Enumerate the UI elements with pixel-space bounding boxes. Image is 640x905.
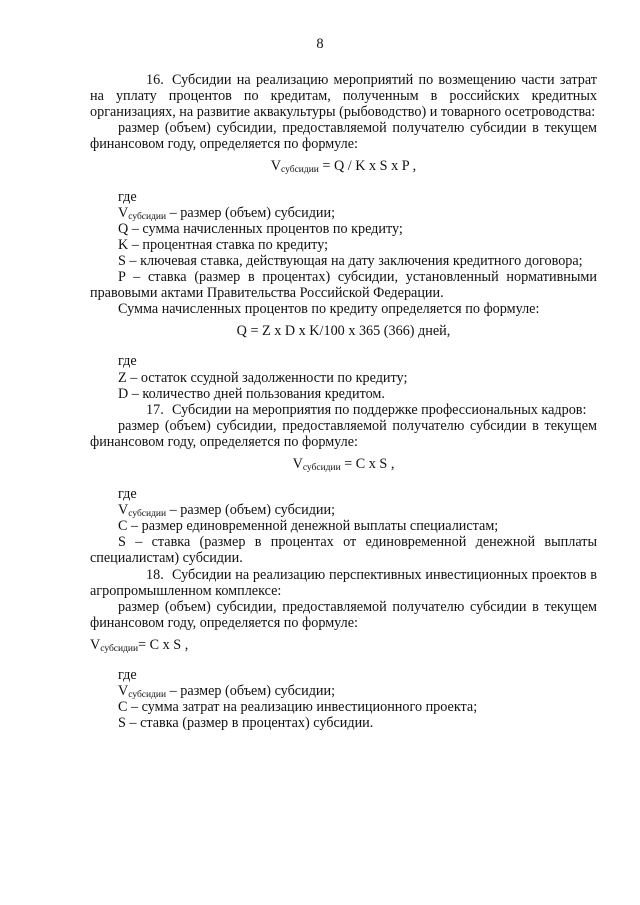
section-17-heading — [90, 402, 597, 418]
section-17-number: 17. — [146, 401, 164, 418]
section-18-def-s: S – ставка (размер в процентах) субсидии. — [118, 715, 374, 732]
page-number: 8 — [316, 36, 324, 52]
section-16-def-p: P – ставка (размер в процентах) субсидии, установленный нормативными правовыми актами Правительства Российской Федерации. — [90, 269, 597, 302]
section-17-formula: $V_{субсидии} = C$ x S , — [292, 455, 395, 473]
section-16-title: Субсидии на реализацию мероприятий по возмещению части затрат на уплату процентов по кредитам, полученным в российских кредитных организациях, на развитие аквакультуры (рыбоводство) и товарного осетроводства: — [90, 72, 597, 121]
section-17-def-v: $V_{субсидии}$ – размер (объем) субсидии; — [118, 502, 336, 520]
section-16-formula-2: Q = Z x D x K/100 x 365 (366) дней, — [236, 323, 451, 340]
section-18-where: где — [118, 667, 137, 683]
section-17-title: Субсидии на мероприятия по поддержке профессиональных кадров: — [172, 401, 587, 418]
section-16-heading — [90, 72, 597, 120]
section-16-intro: размер (объем) субсидии, предоставляемой получателю субсидии в текущем финансовом году, определяется по формуле: — [90, 120, 597, 153]
section-18-def-v: $V_{субсидии}$ – размер (объем) субсидии; — [118, 683, 336, 701]
section-18-heading — [90, 567, 597, 599]
section-16-number: 16. — [146, 72, 164, 88]
section-16-where: где — [118, 188, 137, 205]
section-16-def-v: $V_{субсидии}$ – размер (объем) субсидии; — [118, 204, 336, 222]
section-18-formula: $V_{субсидии}= C$ x S , — [90, 636, 189, 654]
section-18-def-c: C – сумма затрат на реализацию инвестиционного проекта; — [118, 699, 478, 716]
section-16-def-z: Z – остаток ссудной задолженности по кредиту; — [118, 369, 408, 386]
section-16-def-d: D – количество дней пользования кредитом. — [118, 385, 385, 402]
section-16-def-s: S – ключевая ставка, действующая на дату заключения кредитного договора; — [118, 252, 583, 269]
section-16-where-2: где — [118, 353, 137, 370]
section-18-title: Субсидии на реализацию перспективных инвестиционных проектов в агропромышленном комплексе: — [90, 566, 597, 599]
section-16-sum-intro: Сумма начисленных процентов по кредиту определяется по формуле: — [118, 301, 540, 318]
section-17-intro: размер (объем) субсидии, предоставляемой получателю субсидии в текущем финансовом году, определяется по формуле: — [90, 417, 597, 450]
section-16-def-k: K – процентная ставка по кредиту; — [118, 236, 329, 253]
section-17-def-c: C – размер единовременной денежной выплаты специалистам; — [118, 518, 499, 535]
section-16-formula: $V_{субсидии} = Q / K$ x S x P , — [270, 158, 417, 176]
section-17-where: где — [118, 486, 137, 503]
section-17-def-s: S – ставка (размер в процентах от единовременной денежной выплаты специалистам) субсидии. — [90, 534, 597, 567]
section-18-number: 18. — [146, 566, 164, 583]
document-body — [90, 72, 597, 731]
section-18-intro: размер (объем) субсидии, предоставляемой получателю субсидии в текущем финансовом году, определяется по формуле: — [90, 598, 597, 631]
section-16-def-q: Q – сумма начисленных процентов по кредиту; — [118, 220, 403, 237]
